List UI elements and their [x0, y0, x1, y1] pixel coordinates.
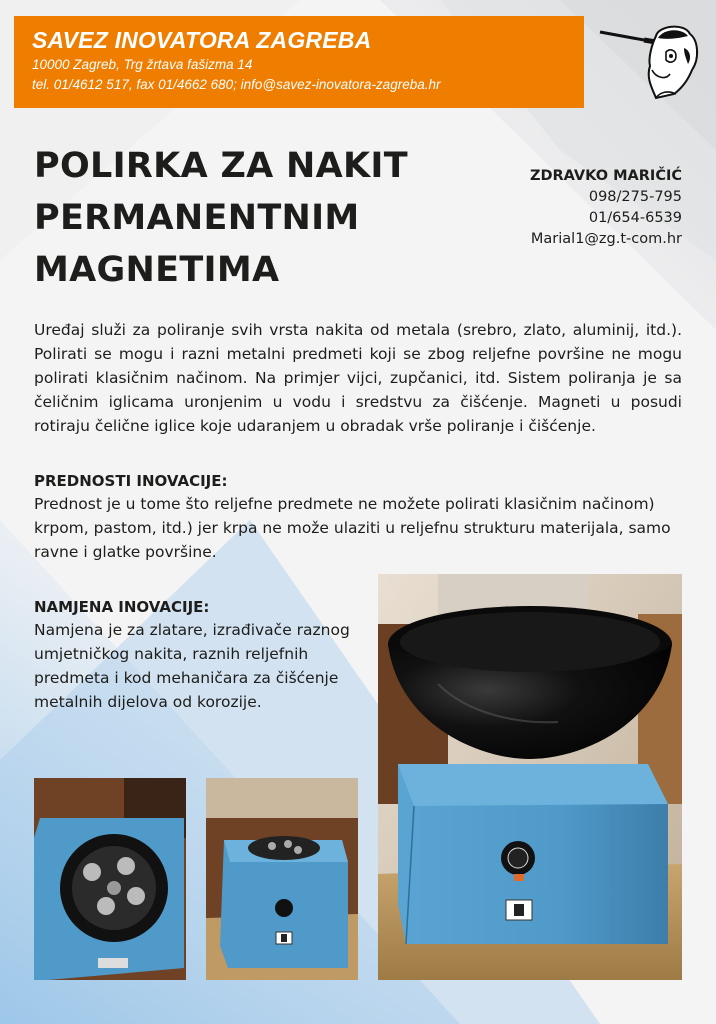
organization-header — [14, 16, 584, 108]
title-line-3: MAGNETIMA — [34, 250, 280, 290]
device-photo-front — [206, 778, 358, 980]
product-description: Uređaj služi za poliranje svih vrsta nakita od metala (srebro, zlato, aluminij, itd.). Polirati se mogu i razni metalni predmeti koji se zbog reljefne površine ne mogu polirati klasičnim načinom. Na primjer vijci, zupčanici, itd. Sistem poliranja je sa čeličnim iglicama uronjenim u vodu i sredstvu za čišćenje. Magneti u posudi rotiraju čelične iglice koje udaranjem u obradak vrše poliranje i čišćenje. — [34, 321, 682, 435]
title-line-2: PERMANENTNIM — [34, 198, 360, 238]
advantages-text: Prednost je u tome što reljefne predmete ne možete polirati klasičnim načinom) krpom, pastom, itd.) jer krpa ne može ulaziti u reljefnu strukturu materijala, samo ravne i glatke površine. — [34, 495, 671, 561]
organization-address: 10000 Zagreb, Trg žrtava fašizma 14 — [32, 57, 253, 72]
inventor-contact — [422, 166, 682, 250]
purpose-section — [34, 596, 354, 714]
inventor-phone: 01/654-6539 — [588, 210, 682, 226]
inventor-mobile: 098/275-795 — [588, 189, 682, 205]
purpose-text: Namjena je za zlatare, izrađivače raznog umjetničkog nakita, raznih reljefnih predmeta i kod mehaničara za čišćenje metalnih dijelova od korozije. — [34, 621, 350, 711]
organization-name: SAVEZ INOVATORA ZAGREBA — [32, 27, 372, 53]
inventor-mascot-icon — [596, 18, 706, 102]
device-photo-main — [378, 574, 682, 980]
purpose-title: NAMJENA INOVACIJE: — [34, 598, 210, 616]
inventor-name: ZDRAVKO MARIČIĆ — [529, 168, 682, 184]
organization-contact: tel. 01/4612 517, fax 01/4662 680; info@savez-inovatora-zagreba.hr — [32, 77, 441, 92]
advantages-section — [34, 470, 694, 564]
device-photo-top — [34, 778, 186, 980]
product-title — [34, 140, 454, 296]
advantages-title: PREDNOSTI INOVACIJE: — [34, 472, 228, 490]
inventor-email: Marial1@zg.t-com.hr — [530, 231, 682, 247]
title-line-1: POLIRKA ZA NAKIT — [34, 146, 408, 186]
